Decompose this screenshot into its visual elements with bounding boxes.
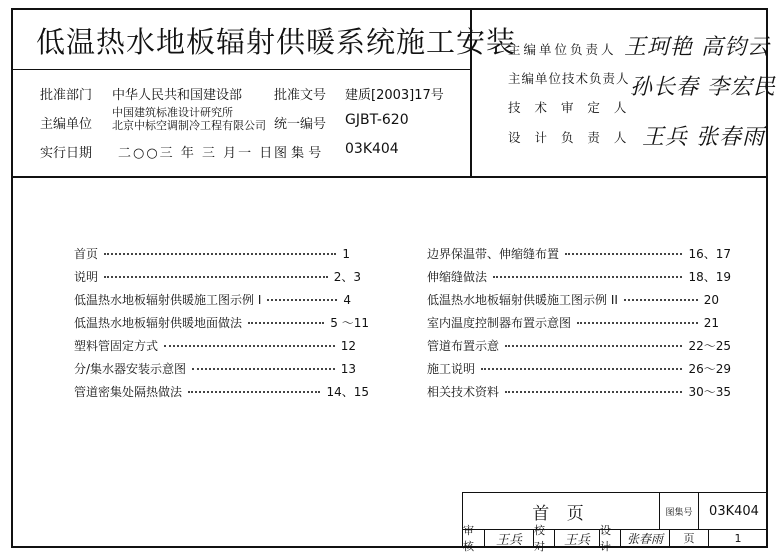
toc-label: 低温热水地板辐射供暖施工图示例 I — [74, 293, 262, 307]
toc-page: 26～29 — [688, 362, 731, 376]
date-label: 实行日期 — [40, 146, 93, 161]
toc-page: 16、17 — [688, 247, 731, 261]
toc-leader — [104, 253, 336, 255]
check-label: 校对 — [533, 529, 555, 547]
toc-leader — [565, 253, 682, 255]
toc-item[interactable] — [427, 268, 731, 285]
title-block — [462, 492, 768, 553]
design-signature: 张春雨 — [626, 531, 663, 546]
role-label: 技 术 审 定 人 — [508, 100, 632, 115]
approval-dept-label: 批准部门 — [40, 88, 93, 103]
toc-leader — [505, 345, 682, 347]
title-block-atlas-no: 03K404 — [709, 503, 759, 519]
role-label: 主编单位技术负责人 — [508, 71, 630, 86]
toc-page: 14、15 — [326, 385, 369, 399]
toc-item[interactable] — [74, 383, 369, 400]
toc-leader — [577, 322, 698, 324]
toc-item[interactable] — [74, 337, 356, 354]
toc-page: 1 — [342, 247, 350, 261]
signature: 王珂艳 高钧云 — [624, 35, 770, 60]
toc-page: 30～35 — [688, 385, 731, 399]
toc-page: 22～25 — [688, 339, 731, 353]
toc-leader — [164, 345, 335, 347]
toc-label: 管道布置示意 — [427, 339, 500, 353]
review-signature: 王兵 — [495, 532, 522, 548]
toc-leader — [624, 299, 698, 301]
document-title: 低温热水地板辐射供暖系统施工安装 — [36, 25, 517, 59]
toc-page: 4 — [343, 293, 351, 307]
header-bottom-rule — [11, 176, 768, 178]
toc-page: 13 — [340, 362, 356, 376]
toc-item[interactable] — [74, 245, 350, 262]
toc-item[interactable] — [74, 268, 361, 285]
role-label: 主编单位负责人 — [508, 42, 617, 57]
toc-item[interactable] — [427, 360, 731, 377]
toc-leader — [104, 276, 328, 278]
approval-doc-label: 批准文号 — [274, 88, 327, 103]
toc-label: 分/集水器安装示意图 — [74, 362, 187, 376]
editor-label: 主编单位 — [40, 117, 93, 132]
toc-leader — [248, 322, 324, 324]
signature: 孙长春 李宏民 — [630, 75, 776, 100]
toc-item[interactable] — [74, 314, 369, 331]
editor-line-1: 中国建筑标准设计研究所 — [112, 106, 233, 119]
toc-item[interactable] — [427, 245, 731, 262]
review-label: 审核 — [463, 529, 485, 547]
toc-page: 2、3 — [333, 270, 361, 284]
toc-item[interactable] — [427, 383, 731, 400]
toc-label: 首页 — [74, 247, 99, 261]
toc-page: 21 — [703, 316, 719, 330]
atlas-no-label: 图 集 号 — [274, 146, 322, 161]
toc-label: 室内温度控制器布置示意图 — [427, 316, 572, 330]
toc-label: 塑料管固定方式 — [74, 339, 159, 353]
toc-item[interactable] — [74, 360, 356, 377]
unified-no: GJBT-620 — [345, 112, 409, 128]
atlas-no: 03K404 — [345, 141, 399, 157]
toc-item[interactable] — [427, 314, 719, 331]
toc-item[interactable] — [427, 337, 731, 354]
check-signature: 王兵 — [563, 532, 590, 548]
design-label: 设计 — [599, 529, 621, 547]
editor-line-2: 北京中标空调制冷工程有限公司 — [112, 119, 266, 132]
toc-label: 低温热水地板辐射供暖地面做法 — [74, 316, 243, 330]
toc-page: 20 — [703, 293, 719, 307]
toc-item[interactable] — [427, 291, 719, 308]
toc-page: 18、19 — [688, 270, 731, 284]
unified-no-label: 统一编号 — [274, 117, 327, 132]
toc-leader — [267, 299, 337, 301]
atlas-label: 图集号 — [659, 493, 699, 529]
approval-doc: 建质[2003]17号 — [345, 88, 444, 103]
role-label: 设 计 负 责 人 — [508, 130, 632, 145]
toc-label: 施工说明 — [427, 362, 476, 376]
toc-label: 低温热水地板辐射供暖施工图示例 II — [427, 293, 618, 307]
toc-page: 5 ～11 — [330, 316, 369, 330]
effective-date: 二○○三 年 三 月一 日 — [118, 146, 275, 161]
page-label: 页 — [669, 529, 709, 547]
toc-leader — [493, 276, 682, 278]
toc-label: 相关技术资料 — [427, 385, 500, 399]
sheet-name: 首 页 — [532, 503, 590, 524]
toc-item[interactable] — [74, 291, 351, 308]
toc-leader — [505, 391, 682, 393]
toc-leader — [192, 368, 335, 370]
approval-dept: 中华人民共和国建设部 — [112, 88, 243, 103]
toc-label: 说明 — [74, 270, 99, 284]
toc-label: 管道密集处隔热做法 — [74, 385, 183, 399]
signature: 王兵 张春雨 — [642, 125, 765, 150]
toc-label: 伸缩缝做法 — [427, 270, 488, 284]
page-number: 1 — [734, 531, 742, 545]
toc-label: 边界保温带、伸缩缝布置 — [427, 247, 560, 261]
toc-leader — [481, 368, 682, 370]
toc-page: 12 — [340, 339, 356, 353]
title-underline — [11, 69, 470, 70]
toc-leader — [188, 391, 320, 393]
